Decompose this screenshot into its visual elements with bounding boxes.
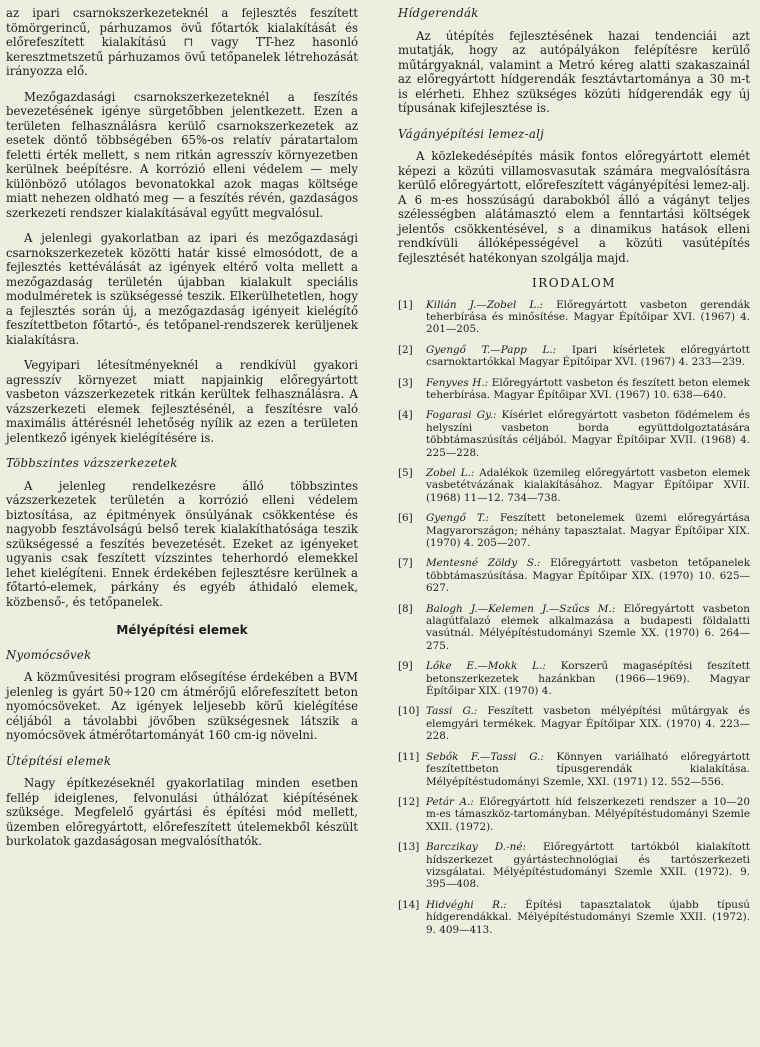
reference-detail: Előregyártott tartókból kialakított hídszerkezet gyártástechnológiai és tartószerkezeti vizsgálatai. Mélyépítéstudományi Szemle XXII. (1972). 9. 395—408. bbox=[426, 841, 750, 891]
paragraph: A jelenleg rendelkezésre álló többszintes vázszerkezetek területén a korrózió elleni védelem biztosítása, az épitmények önsúlyának csökkentése és nagyobb fesztávolságú belső terek kialakíthatósága teszik szükségessé a feszítés bevezetését. Ezeket az igényeket ugyanis csak feszített vízszintes teherhordó elemekkel lehet kielégíteni. Ennek érdekében fejlesztésre kerülnek a főtartó-elemek, párkány és egyéb áthidaló elemek, közbenső-, és tetőpanelek. bbox=[6, 478, 358, 609]
reference-number: [12] bbox=[398, 795, 420, 808]
reference-text bbox=[426, 299, 750, 336]
reference-author: Barczikay D.-né: bbox=[426, 841, 526, 854]
reference-detail: Előregyártott vasbeton gerendák teherbírása és minősítése. Magyar Építőipar XVI. (1967) 4. 201—205. bbox=[426, 298, 750, 336]
reference-author: Tassi G.: bbox=[426, 705, 478, 718]
reference-item bbox=[398, 660, 750, 697]
reference-item bbox=[398, 344, 750, 369]
reference-detail: Kísérlet előregyártott vasbeton födémelem és helyszíni vasbeton borda együttdolgoztatására többtámaszúsítás céljából. Magyar Építőipar XVII. (1968) 4. 225—228. bbox=[426, 409, 750, 459]
reference-item bbox=[398, 467, 750, 504]
subheading: Vágányépítési lemez-alj bbox=[398, 126, 545, 141]
reference-author: Fenyves H.: bbox=[426, 376, 489, 389]
reference-detail: Adalékok üzemileg előregyártott vasbeton elemek vasbetétvázának kialakításához. Magyar Építőipar XVII. (1968) 11—12. 734—738. bbox=[426, 466, 750, 504]
reference-number: [5] bbox=[398, 466, 413, 479]
reference-number: [1] bbox=[398, 298, 413, 311]
reference-text bbox=[426, 344, 750, 369]
subheading: Nyomócsövek bbox=[6, 647, 92, 662]
reference-number: [8] bbox=[398, 602, 413, 615]
reference-detail: Előregyártott vasbeton tetőpanelek többtámaszúsítása. Magyar Építőipar XIX. (1970) 10. 625—627. bbox=[426, 557, 750, 595]
reference-author: Zobel L.: bbox=[426, 466, 475, 479]
reference-author: Lőke E.—Mokk L.: bbox=[426, 660, 546, 673]
reference-number: [2] bbox=[398, 343, 413, 356]
reference-detail: Előregyártott vasbeton és feszített beton elemek teherbírása. Magyar Építőipar XVI. (1967) 10. 638—640. bbox=[426, 376, 750, 401]
reference-author: Petár A.: bbox=[426, 795, 474, 808]
reference-author: Mentesné Zöldy S.: bbox=[426, 557, 541, 570]
reference-author: Balogh J.—Kelemen J.—Szűcs M.: bbox=[426, 602, 616, 615]
reference-author: Gyengő T.: bbox=[426, 512, 490, 525]
reference-text bbox=[426, 377, 750, 402]
reference-item bbox=[398, 377, 750, 402]
reference-text bbox=[426, 603, 750, 653]
reference-text bbox=[426, 751, 750, 788]
reference-item bbox=[398, 299, 750, 336]
reference-item bbox=[398, 409, 750, 459]
paragraph: A közművesitési program elősegítése érdekében a BVM jelenleg is gyárt 50÷120 cm átmérőjű előrefeszített beton nyomócsöveket. Az igények leljesebb körű kielégítése céljából a távolabbi jövőben szükségesnek látszik a nyomócsövek átmérőtartományát 160 cm-ig növelni. bbox=[6, 670, 358, 742]
reference-item bbox=[398, 512, 750, 549]
subheading: Útépítési elemek bbox=[6, 753, 112, 768]
reference-item bbox=[398, 705, 750, 742]
reference-detail: Előregyártott híd felszerkezeti rendszer a 10—20 m-es támaszköz-tartományban. Mélyépítéstudományi Szemle XXII. (1972). bbox=[426, 795, 750, 833]
reference-item bbox=[398, 899, 750, 936]
reference-number: [7] bbox=[398, 557, 413, 570]
paragraph: Mezőgazdasági csarnokszerkezeteknél a feszítés bevezetésének igénye sürgetőbben jelentkezett. Ezen a területen felhasználásra kerülő csarnokszerkezetek az esetek döntő többségében 65%-os relatív páratartalom feletti érték mellett, s nem ritkán agresszív környezetben kerülnek beépítésre. A korrózió elleni védelem — mely különböző utólagos bevonatokkal azok magas költsége miatt nehezen oldható meg — a feszítés révén, gazdaságos szerkezeti rendszer kialakításával egyűtt megvalósul. bbox=[6, 89, 358, 220]
reference-item bbox=[398, 603, 750, 653]
left-column bbox=[6, 6, 358, 860]
reference-text bbox=[426, 705, 750, 742]
reference-item bbox=[398, 751, 750, 788]
reference-number: [14] bbox=[398, 898, 420, 911]
paragraph: Nagy építkezéseknél gyakorlatilag minden esetben fellép ideiglenes, felvonulási úthálózat kiépítésének szüksége. Megfelelő gyártási és építési mód mellett, üzemben előregyártott, előrefeszített útelemekből készült burkolatok gazdaságosan megvalósíthatók. bbox=[6, 776, 358, 848]
right-column bbox=[398, 6, 750, 944]
reference-text bbox=[426, 841, 750, 891]
paragraph: A jelenlegi gyakorlatban az ipari és mezőgazdasági csarnokszerkezetek közötti határ kissé elmosódott, de a fejlesztés kettéválását az igények eltérő volta mellett a mezőgazdaság területén újabban kialakult speciális modulméretek is szükségessé teszik. Elkerülhetetlen, hogy a fejlesztés során új, a mezőgazdaság igényeit kielégítő feszítettbeton főtartó-, és tetőpanel-rendszerek kerüljenek kialakításra. bbox=[6, 231, 358, 347]
reference-detail: Könnyen variálható előregyártott feszítettbeton típusgerendák kialakítása. Mélyépítéstudományi Szemle, XXI. (1971) 12. 552—556. bbox=[426, 750, 750, 788]
reference-detail: Ipari kísérletek előregyártott csarnoktartókkal Magyar Építőipar XVI. (1967) 4. 233—239. bbox=[426, 343, 750, 369]
reference-detail: Építési tapasztalatok újabb típusú hídgerendákkal. Mélyépítéstudományi Szemle XXII. (1972). 9. 409—413. bbox=[426, 898, 750, 936]
reference-number: [10] bbox=[398, 705, 420, 718]
subheading: Többszintes vázszerkezetek bbox=[6, 456, 178, 470]
reference-detail: Feszített vasbeton mélyépítési műtárgyak és elemgyári termékek. Magyar Építőipar XIX. (1970) 4. 223—228. bbox=[426, 705, 750, 743]
reference-item bbox=[398, 841, 750, 891]
reference-detail: Feszített betonelemek üzemi előregyártása Magyarországon; néhány tapasztalat. Magyar Építőipar XIX. (1970) 4. 205—207. bbox=[426, 512, 750, 549]
reference-text bbox=[426, 512, 750, 549]
reference-number: [9] bbox=[398, 660, 413, 673]
reference-item bbox=[398, 796, 750, 833]
reference-text bbox=[426, 557, 750, 594]
reference-author: Fogarasi Gy.: bbox=[426, 409, 497, 422]
paragraph: A közlekedésépítés másik fontos előregyártott elemét képezi a közúti villamosvasutak számára megvalósításra kerülő előregyártott, előrefeszített vágányépítési lemez-alj. A 6 m-es hosszúságú darabokból álló a vágányt teljes szélességben alátámasztó elem a fenntartási költségek jelentős csökkentésével, s a dinamikus hatások elleni rendkívüli állóképességével a közúti vasútépítés fejlesztését hatékonyan szolgálja majd. bbox=[398, 149, 750, 265]
reference-item bbox=[398, 557, 750, 594]
reference-number: [6] bbox=[398, 512, 413, 525]
reference-text bbox=[426, 409, 750, 459]
reference-detail: Előregyártott vasbeton alagútfalazó elemek alkalmazása a budapesti földalatti vasútnál. Mélyépítéstudományi Szemle XX. (1970) 6. 264—275. bbox=[426, 602, 750, 652]
reference-author: Sebők F.—Tassi G.: bbox=[426, 750, 544, 763]
subheading: Hídgerendák bbox=[398, 6, 479, 20]
paragraph: Vegyipari létesítményeknél a rendkívül gyakori agresszív környezet miatt napjainkig előregyártott vasbeton vázszerkezetek ritkán kerültek felhasználásra. A vázszerkezeti elemek fejlesztésénél, a feszítésre való maximális áttérésnél lehetőség nyílik az ezen a területen jelentkező igények kielégítésére is. bbox=[6, 358, 358, 445]
references-heading: IRODALOM bbox=[532, 276, 616, 290]
reference-number: [3] bbox=[398, 376, 413, 389]
reference-text bbox=[426, 796, 750, 833]
reference-number: [4] bbox=[398, 409, 413, 422]
reference-author: Kilián J.—Zobel L.: bbox=[426, 298, 544, 311]
reference-number: [11] bbox=[398, 750, 420, 763]
reference-number: [13] bbox=[398, 841, 420, 854]
paragraph: az ipari csarnokszerkezeteknél a fejlesztés feszített tömörgerincű, párhuzamos övű főtartók kialakítását és előrefeszített kialakítású ⊓ vagy TT-hez hasonló keresztmetszetű párhuzamos övű tetőpanelek létrehozását irányozza elő. bbox=[6, 6, 358, 78]
reference-text bbox=[426, 660, 750, 697]
paragraph: Az útépítés fejlesztésének hazai tendenciái azt mutatják, hogy az autópályákon felépítésre kerülő műtárgyaknál, valamint a Metró kéreg alatti szakaszainál az előregyártott hídgerendák fesztávtartománya a 30 m-t is elérheti. Ehhez szükséges közúti hídgerendák egy új típusának kifejlesztése is. bbox=[398, 28, 750, 115]
reference-detail: Korszerű magasépítési feszített betonszerkezetek hazánkban (1966—1969). Magyar Építőipar XIX. (1970) 4. bbox=[426, 660, 750, 698]
reference-text bbox=[426, 899, 750, 936]
reference-author: Hidvéghi R.: bbox=[426, 898, 507, 911]
section-title: Mélyépítési elemek bbox=[116, 623, 248, 637]
reference-author: Gyengő T.—Papp L.: bbox=[426, 343, 557, 356]
reference-list bbox=[398, 299, 750, 936]
reference-text bbox=[426, 467, 750, 504]
